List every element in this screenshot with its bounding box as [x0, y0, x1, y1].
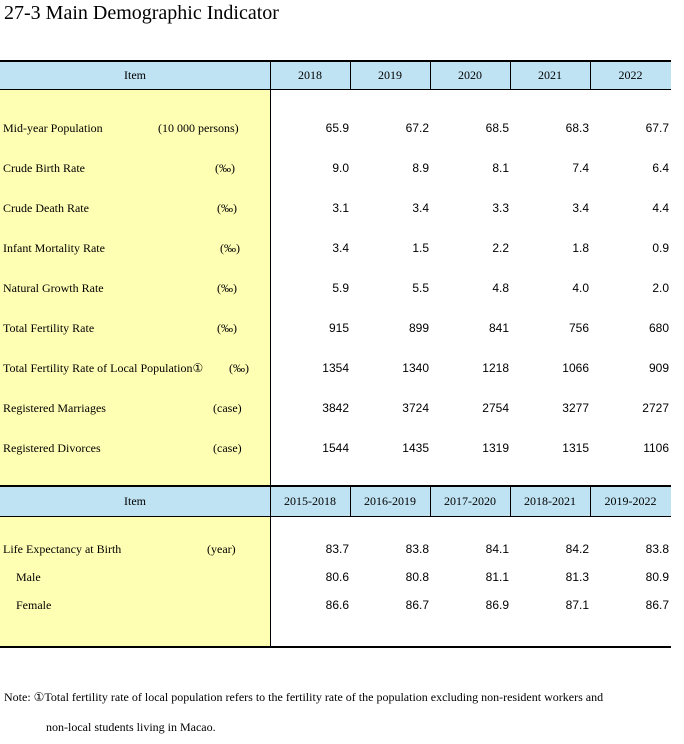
data-cell: 87.1 — [565, 598, 589, 612]
data-cell: 68.3 — [565, 121, 589, 135]
period-header: 2019-2022 — [604, 494, 657, 508]
data-cell: 2727 — [642, 401, 669, 415]
data-cell: 67.7 — [645, 121, 669, 135]
data-cell: 756 — [568, 321, 589, 335]
row-unit: (case) — [213, 441, 242, 455]
data-cell: 1354 — [322, 361, 349, 375]
data-cell: 3.1 — [332, 201, 349, 215]
data-cell: 1435 — [402, 441, 429, 455]
data-cell: 7.4 — [572, 161, 589, 175]
footnote-line-2: non-local students living in Macao. — [46, 720, 216, 734]
data-cell: 84.1 — [485, 542, 509, 556]
data-cell: 68.5 — [485, 121, 509, 135]
data-cell: 81.3 — [565, 570, 589, 584]
data-cell: 3.4 — [412, 201, 429, 215]
year-header: 2020 — [458, 68, 482, 82]
data-cell: 83.7 — [325, 542, 349, 556]
data-cell: 6.4 — [652, 161, 669, 175]
row-unit: (‰) — [217, 201, 237, 215]
period-header: 2016-2019 — [364, 494, 416, 508]
data-cell: 1.5 — [412, 241, 429, 255]
demographic-table — [0, 60, 671, 648]
data-cell: 4.0 — [572, 281, 589, 295]
data-cell: 86.7 — [645, 598, 669, 612]
row-label: Natural Growth Rate — [3, 281, 104, 295]
data-cell: 1066 — [562, 361, 589, 375]
year-header: 2018 — [298, 68, 322, 82]
table-bottom-rule — [0, 646, 671, 648]
period-header: 2018-2021 — [524, 494, 576, 508]
data-cell: 2754 — [482, 401, 509, 415]
year-header: 2022 — [618, 68, 643, 82]
data-cell: 83.8 — [645, 542, 669, 556]
data-cell: 4.4 — [652, 201, 669, 215]
data-cell: 9.0 — [332, 161, 349, 175]
item-header: Item — [124, 494, 146, 508]
data-cell: 81.1 — [485, 570, 509, 584]
data-cell: 1340 — [402, 361, 429, 375]
row-unit: (year) — [207, 542, 236, 556]
row-label: Mid-year Population — [3, 121, 103, 135]
data-cell: 8.9 — [412, 161, 429, 175]
column-divider — [270, 60, 271, 646]
row-label: Total Fertility Rate — [3, 321, 95, 335]
year-header: 2019 — [378, 68, 402, 82]
row-unit: (10 000 persons) — [158, 121, 239, 135]
data-cell: 84.2 — [565, 542, 589, 556]
data-cell: 1.8 — [572, 241, 589, 255]
data-cell: 3842 — [322, 401, 349, 415]
data-cell: 1218 — [482, 361, 509, 375]
row-unit: (case) — [213, 401, 242, 415]
period-header: 2017-2020 — [444, 494, 496, 508]
data-cell: 841 — [488, 321, 509, 335]
row-unit: (‰) — [220, 241, 240, 255]
data-cell: 3.3 — [492, 201, 509, 215]
row-label: Female — [16, 598, 52, 612]
data-cell: 909 — [648, 361, 669, 375]
data-cell: 3.4 — [572, 201, 589, 215]
data-cell: 1319 — [482, 441, 509, 455]
row-label: Registered Marriages — [3, 401, 106, 415]
data-cell: 5.5 — [412, 281, 429, 295]
data-cell: 1106 — [643, 441, 669, 455]
data-cell: 65.9 — [325, 121, 349, 135]
row-label: Crude Birth Rate — [3, 161, 85, 175]
row-label: Registered Divorces — [3, 441, 101, 455]
data-cell: 2.0 — [652, 281, 669, 295]
row-label: Crude Death Rate — [3, 201, 89, 215]
page-title: 27-3 Main Demographic Indicator — [4, 2, 279, 24]
row-label: Total Fertility Rate of Local Population① — [3, 361, 204, 375]
period-header: 2015-2018 — [284, 494, 336, 508]
data-cell: 3724 — [402, 401, 429, 415]
data-cell: 1315 — [562, 441, 589, 455]
data-cell: 915 — [328, 321, 349, 335]
data-cell: 0.9 — [652, 241, 669, 255]
row-label: Infant Mortality Rate — [3, 241, 105, 255]
data-cell: 86.9 — [485, 598, 509, 612]
data-cell: 4.8 — [492, 281, 509, 295]
data-cell: 83.8 — [405, 542, 429, 556]
data-cell: 86.6 — [325, 598, 349, 612]
data-cell: 5.9 — [332, 281, 349, 295]
row-label: Life Expectancy at Birth — [3, 542, 122, 556]
row-label: Male — [16, 570, 41, 584]
data-cell: 80.6 — [325, 570, 349, 584]
item-header: Item — [124, 68, 146, 82]
data-cell: 67.2 — [405, 121, 429, 135]
row-unit: (‰) — [217, 281, 237, 295]
data-cell: 3.4 — [332, 241, 349, 255]
data-cell: 899 — [408, 321, 429, 335]
data-cell: 3277 — [562, 401, 589, 415]
data-cell: 80.9 — [645, 570, 669, 584]
footnote-line-1: Note: ①Total fertility rate of local population refers to the fertility rate of the population excluding non-resident workers and — [4, 690, 604, 704]
data-cell: 86.7 — [405, 598, 429, 612]
data-cell: 80.8 — [405, 570, 429, 584]
data-cell: 2.2 — [492, 241, 509, 255]
data-cell: 8.1 — [492, 161, 509, 175]
data-cell: 680 — [648, 321, 669, 335]
year-header: 2021 — [538, 68, 562, 82]
row-unit: (‰) — [217, 321, 237, 335]
row-unit: (‰) — [215, 161, 235, 175]
row-unit: (‰) — [229, 361, 249, 375]
data-cell: 1544 — [322, 441, 349, 455]
